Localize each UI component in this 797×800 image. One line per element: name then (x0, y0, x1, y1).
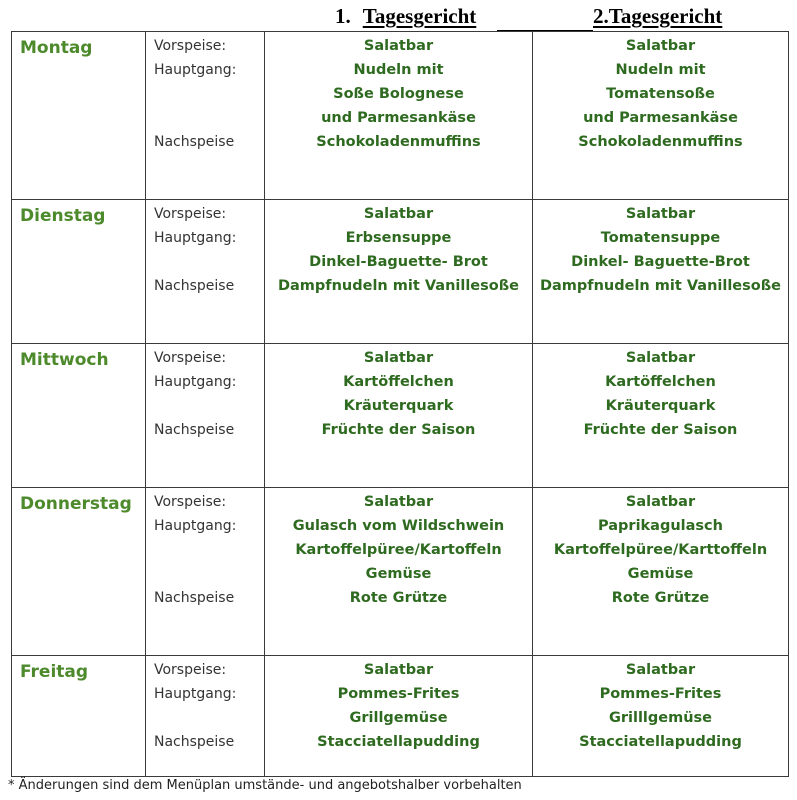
dish-line: Schokoladenmuffins (578, 134, 743, 150)
course-label: Vorspeise: (154, 350, 227, 366)
dish-line: Früchte der Saison (321, 422, 476, 438)
dish-line: Rote Grütze (611, 590, 710, 606)
dish-line: Salatbar (363, 206, 434, 222)
course-label (154, 82, 264, 106)
course-labels-cell (146, 344, 265, 488)
dish-line: Kartöffelchen (343, 374, 454, 390)
dish-line: Salatbar (363, 38, 434, 54)
menu-row (12, 32, 789, 200)
course-label: Hauptgang: (154, 686, 237, 702)
course-label: Nachspeise (154, 278, 235, 294)
menu-row (12, 200, 789, 344)
course-label: Nachspeise (154, 134, 235, 150)
dish-line: Früchte der Saison (583, 422, 738, 438)
dish-line: Salatbar (625, 38, 696, 54)
dish-line: Rote Grütze (349, 590, 448, 606)
course-label (154, 706, 264, 730)
dish-line: Erbsensuppe (345, 230, 452, 246)
dish-line: Paprikagulasch (598, 518, 723, 534)
day-cell (12, 344, 146, 488)
course-label: Vorspeise: (154, 206, 227, 222)
day-cell (12, 200, 146, 344)
course-label: Vorspeise: (154, 662, 227, 678)
footnote: * Änderungen sind dem Menüplan umstände- und angebotshalber vorbehalten (8, 778, 522, 793)
dish-line: Kräuterquark (605, 398, 716, 414)
course-label (154, 250, 264, 274)
column-title-2-text: 2.Tagesgericht (593, 4, 723, 28)
dish-line: Salatbar (625, 350, 696, 366)
dish-line: Gemüse (627, 566, 694, 582)
menu-row (12, 488, 789, 656)
dish-line: Grillgemüse (349, 710, 448, 726)
dish-line: und Parmesankäse (321, 110, 476, 126)
dish-cell-1 (265, 344, 533, 488)
menu-header (0, 4, 797, 32)
course-label: Nachspeise (154, 422, 235, 438)
dish-cell-1 (265, 656, 533, 777)
course-label: Nachspeise (154, 590, 235, 606)
dish-cell-2 (533, 656, 789, 777)
day-name: Freitag (20, 662, 89, 682)
dish-line: Pommes-Frites (337, 686, 460, 702)
dish-line: Salatbar (625, 662, 696, 678)
dish-cell-1 (265, 488, 533, 656)
course-label: Vorspeise: (154, 38, 227, 54)
column-title-2 (593, 4, 722, 29)
dish-line: Nudeln mit (615, 62, 706, 78)
dish-cell-1 (265, 32, 533, 200)
day-name: Mittwoch (20, 350, 109, 370)
menu-row (12, 656, 789, 777)
dish-line: Stacciatellapudding (579, 734, 742, 750)
dish-cell-2 (533, 32, 789, 200)
dish-line: Salatbar (363, 350, 434, 366)
course-label (154, 394, 264, 418)
dish-cell-1 (265, 200, 533, 344)
dish-line: Tomatensuppe (600, 230, 721, 246)
dish-line: Stacciatellapudding (317, 734, 480, 750)
course-label: Hauptgang: (154, 518, 237, 534)
dish-line: Nudeln mit (353, 62, 444, 78)
course-labels-cell (146, 488, 265, 656)
day-cell (12, 32, 146, 200)
dish-line: Salatbar (625, 494, 696, 510)
course-label: Nachspeise (154, 734, 235, 750)
dish-line: Grilllgemüse (608, 710, 713, 726)
course-label (154, 562, 264, 586)
dish-line: Salatbar (363, 494, 434, 510)
column-title-1-number: 1. (335, 4, 351, 28)
menu-row (12, 344, 789, 488)
dish-line: Kartoffelpüree/Karttoffeln (553, 542, 768, 558)
dish-cell-2 (533, 344, 789, 488)
course-label: Hauptgang: (154, 230, 237, 246)
dish-line: Soße Bolognese (333, 86, 464, 102)
dish-line: Dampfnudeln mit Vanillesoße (539, 278, 781, 294)
day-name: Dienstag (20, 206, 106, 226)
course-label (154, 538, 264, 562)
course-label: Hauptgang: (154, 62, 237, 78)
dish-line: Salatbar (625, 206, 696, 222)
dish-line: Dinkel- Baguette-Brot (571, 254, 750, 270)
day-cell (12, 488, 146, 656)
day-cell (12, 656, 146, 777)
course-labels-cell (146, 200, 265, 344)
dish-cell-2 (533, 200, 789, 344)
course-label: Hauptgang: (154, 374, 237, 390)
dish-line: Pommes-Frites (599, 686, 722, 702)
dish-cell-2 (533, 488, 789, 656)
weekly-menu-table (11, 31, 789, 777)
dish-line: Kartoffelpüree/Kartoffeln (295, 542, 502, 558)
dish-line: Dampfnudeln mit Vanillesoße (277, 278, 519, 294)
dish-line: Kartöffelchen (605, 374, 716, 390)
column-title-1-text: Tagesgericht (362, 4, 477, 28)
course-label: Vorspeise: (154, 494, 227, 510)
dish-line: Tomatensoße (606, 86, 715, 102)
dish-line: Schokoladenmuffins (316, 134, 481, 150)
dish-line: Gemüse (365, 566, 432, 582)
dish-line: Gulasch vom Wildschwein (292, 518, 505, 534)
course-label (154, 106, 264, 130)
dish-line: Dinkel-Baguette- Brot (309, 254, 488, 270)
day-name: Donnerstag (20, 494, 132, 514)
dish-line: und Parmesankäse (583, 110, 738, 126)
day-name: Montag (20, 38, 93, 58)
course-labels-cell (146, 32, 265, 200)
column-title-1 (335, 4, 476, 29)
dish-line: Kräuterquark (343, 398, 454, 414)
dish-line: Salatbar (363, 662, 434, 678)
course-labels-cell (146, 656, 265, 777)
